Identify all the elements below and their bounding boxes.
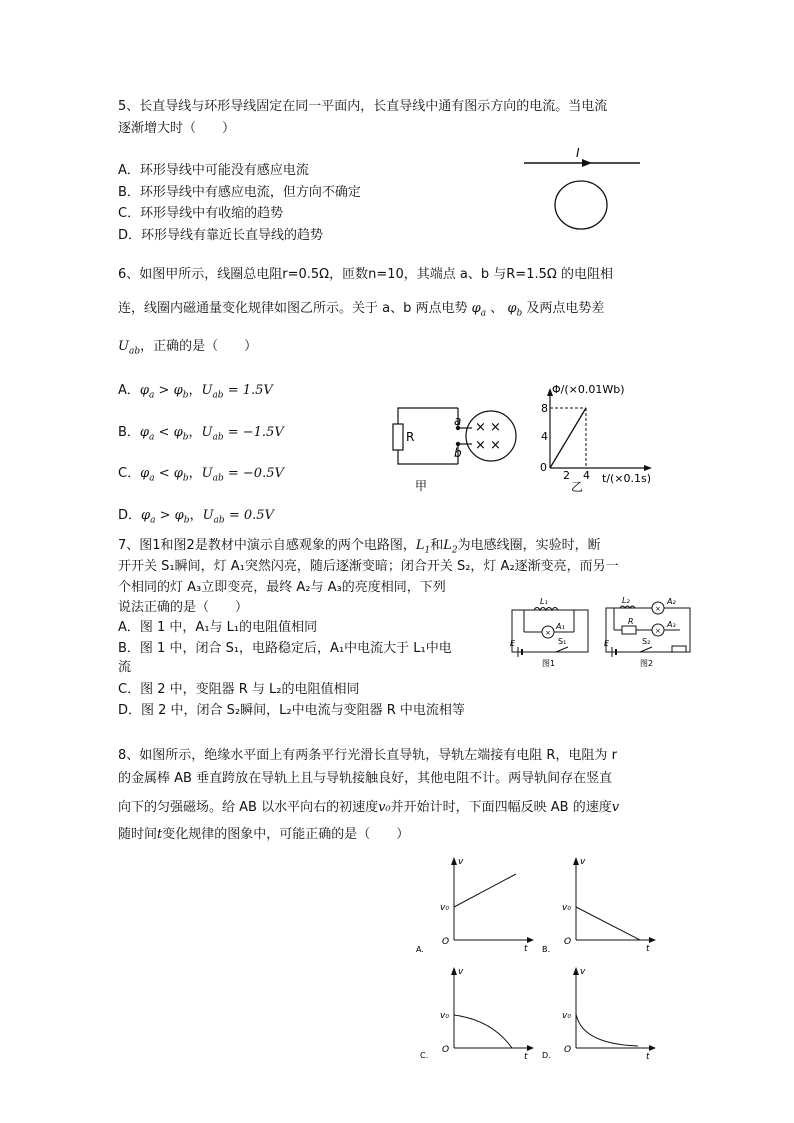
y-arrow-icon bbox=[451, 857, 457, 865]
svg-text:L₂: L₂ bbox=[622, 596, 630, 605]
curve-linear-decrease bbox=[576, 907, 640, 940]
yi-ytick-4: 4 bbox=[541, 430, 548, 443]
fig-yi-caption: 乙 bbox=[571, 480, 584, 494]
q6-option-a[interactable]: A．$\varphi_a > \varphi_b$，$U_{ab} = 1.5V$ bbox=[118, 383, 273, 401]
q6-stem-line2-tail: 及两点电势差 bbox=[526, 301, 605, 316]
svg-text:A₃: A₃ bbox=[667, 620, 676, 629]
svg-text:S₁: S₁ bbox=[558, 637, 567, 646]
svg-text:O: O bbox=[564, 937, 572, 947]
yi-xtick-4: 4 bbox=[583, 469, 590, 482]
q7-option-d[interactable]: D．图 2 中，闭合 S₂瞬间，L₂中电流与变阻器 R 中电流相等 bbox=[118, 703, 465, 718]
x-arrow-icon bbox=[644, 465, 652, 471]
svg-text:×: × bbox=[655, 627, 661, 635]
q8-stem-line4: 随时间t变化规律的图象中，可能正确的是（ ） bbox=[118, 827, 410, 842]
phi-a-symbol: $\varphi_a$ bbox=[471, 301, 487, 319]
q7-stem-line4: 说法正确的是（ ） bbox=[118, 600, 249, 615]
y-arrow-icon bbox=[573, 857, 579, 865]
flux-line bbox=[550, 408, 586, 468]
q6-figure-jia bbox=[388, 398, 518, 498]
q6-option-c[interactable]: C．$\varphi_a < \varphi_b$，$U_{ab} = -0.5V$ bbox=[118, 466, 284, 484]
svg-text:E: E bbox=[510, 639, 516, 648]
q6-figure-yi bbox=[534, 382, 664, 494]
svg-text:v: v bbox=[580, 967, 586, 977]
q7-figure-circuits bbox=[504, 596, 696, 668]
field-mark-row2: × × bbox=[475, 438, 501, 453]
svg-text:v: v bbox=[580, 857, 586, 867]
svg-text:v₀: v₀ bbox=[440, 1011, 449, 1021]
coil bbox=[466, 411, 516, 461]
current-label: I bbox=[576, 146, 580, 160]
x-arrow-icon bbox=[649, 1045, 656, 1051]
q8-stem-line3: 向下的匀强磁场。给 AB 以水平向右的初速度v₀并开始计时，下面四幅反映 AB 的速度v bbox=[118, 800, 620, 815]
svg-text:O: O bbox=[442, 1045, 450, 1055]
svg-text:×: × bbox=[655, 605, 661, 613]
curve-increasing bbox=[454, 874, 516, 907]
svg-text:O: O bbox=[442, 937, 450, 947]
svg-text:图1: 图1 bbox=[542, 659, 556, 668]
svg-text:t: t bbox=[646, 1052, 650, 1062]
fig-jia-caption: 甲 bbox=[415, 479, 428, 493]
svg-text:A₂: A₂ bbox=[667, 597, 676, 606]
switch-s1 bbox=[556, 647, 568, 652]
q7-option-c[interactable]: C．图 2 中，变阻器 R 与 L₂的电阻值相同 bbox=[118, 682, 360, 697]
q7-stem-line1: 7、图1和图2是教材中演示自感观象的两个电路图，$L_1$和$L_2$为电感线圈，实验时，断 bbox=[118, 538, 601, 556]
q6-stem-line2 bbox=[118, 300, 604, 323]
q5-option-d[interactable]: D．环形导线有靠近长直导线的趋势 bbox=[118, 228, 324, 243]
q8-graph-c bbox=[412, 962, 537, 1067]
q6-stem-line3-text: ，正确的是（ ） bbox=[140, 339, 258, 354]
current-arrow-icon bbox=[582, 159, 592, 167]
resistor bbox=[393, 424, 403, 450]
curve-concave-decrease bbox=[454, 1015, 512, 1048]
q8-graph-a bbox=[412, 852, 537, 957]
x-arrow-icon bbox=[649, 937, 656, 943]
svg-text:D.: D. bbox=[542, 1051, 551, 1060]
y-arrow-icon bbox=[573, 967, 579, 975]
svg-text:A.: A. bbox=[416, 945, 424, 954]
curve-exponential-decay bbox=[576, 1014, 638, 1046]
q6-option-b[interactable]: B．$\varphi_a < \varphi_b$，$U_{ab} = -1.5V$ bbox=[118, 425, 284, 443]
x-arrow-icon bbox=[527, 937, 534, 943]
svg-text:R: R bbox=[628, 617, 634, 626]
resistor-label: R bbox=[406, 430, 415, 444]
svg-text:L₁: L₁ bbox=[540, 597, 548, 606]
svg-text:v₀: v₀ bbox=[562, 903, 571, 913]
yi-xtick-2: 2 bbox=[563, 469, 570, 482]
q7-option-b-cont[interactable]: 流 bbox=[118, 660, 132, 675]
field-mark-row1: × × bbox=[475, 420, 501, 435]
q5-stem-line1: 5、长直导线与环形导线固定在同一平面内，长直导线中通有图示方向的电流。当电流 bbox=[118, 99, 608, 114]
svg-text:B.: B. bbox=[542, 945, 551, 954]
circuit-fig1 bbox=[510, 597, 588, 668]
svg-text:O: O bbox=[564, 1045, 572, 1055]
u-ab-symbol: $U_{ab}$ bbox=[118, 339, 141, 357]
q7-stem-line2: 开开关 S₁瞬间，灯 A₁突然闪亮，随后逐渐变暗；闭合开关 S₂，灯 A₂逐渐变亮，而另一 bbox=[118, 559, 619, 574]
q5-option-a[interactable]: A．环形导线中可能没有感应电流 bbox=[118, 163, 309, 178]
svg-text:图2: 图2 bbox=[640, 659, 654, 668]
terminal-b: b bbox=[454, 446, 462, 460]
svg-text:v₀: v₀ bbox=[440, 903, 449, 913]
svg-text:A₁: A₁ bbox=[556, 622, 565, 631]
terminal-a: a bbox=[454, 414, 462, 428]
q8-graph-d bbox=[538, 962, 663, 1067]
svg-text:×: × bbox=[545, 629, 551, 637]
rheostat-r bbox=[622, 626, 636, 634]
yi-xlabel: t/(×0.1s) bbox=[602, 472, 652, 485]
q8-stem-line1: 8、如图所示，绝缘水平面上有两条平行光滑长直导轨，导轨左端接有电阻 R，电阻为 r bbox=[118, 748, 617, 763]
q5-stem-line2: 逐渐增大时（ ） bbox=[118, 121, 236, 136]
yi-ytick-8: 8 bbox=[541, 402, 548, 415]
svg-text:v: v bbox=[458, 967, 464, 977]
svg-text:v: v bbox=[458, 857, 464, 867]
q7-option-b[interactable]: B．图 1 中，闭合 S₁，电路稳定后，A₁中电流大于 L₁中电 bbox=[118, 641, 452, 656]
q5-option-c[interactable]: C．环形导线中有收缩的趋势 bbox=[118, 206, 284, 221]
yi-ytick-0: 0 bbox=[540, 461, 547, 474]
x-arrow-icon bbox=[527, 1045, 534, 1051]
q6-stem-sep: 、 bbox=[490, 301, 504, 316]
q5-option-b[interactable]: B．环形导线中有感应电流，但方向不确定 bbox=[118, 185, 361, 200]
svg-text:C.: C. bbox=[420, 1051, 429, 1060]
q7-option-a[interactable]: A．图 1 中，A₁与 L₁的电阻值相同 bbox=[118, 620, 318, 635]
svg-text:t: t bbox=[524, 944, 528, 954]
q6-stem-line3 bbox=[118, 338, 257, 361]
phi-b-symbol: $\varphi_b$ bbox=[507, 301, 523, 319]
q6-stem-line2-text: 连，线圈内磁通量变化规律如图乙所示。关于 a、b 两点电势 bbox=[118, 301, 468, 316]
q6-option-d[interactable]: D．$\varphi_a > \varphi_b$，$U_{ab} = 0.5V$ bbox=[118, 508, 274, 526]
y-arrow-icon bbox=[451, 967, 457, 975]
q5-figure-wire-ring bbox=[510, 145, 650, 235]
svg-text:t: t bbox=[524, 1052, 528, 1062]
q8-stem-line2: 的金属棒 AB 垂直跨放在导轨上且与导轨接触良好，其他电阻不计。两导轨间存在竖直 bbox=[118, 771, 613, 786]
ring-wire bbox=[555, 181, 607, 229]
svg-text:E: E bbox=[604, 639, 610, 648]
yi-ylabel: Φ/(×0.01Wb) bbox=[552, 383, 625, 396]
circuit-fig2 bbox=[604, 596, 690, 668]
q6-stem-line1: 6、如图甲所示，线圈总电阻r=0.5Ω，匝数n=10，其端点 a、b 与R=1.5Ω 的电阻相 bbox=[118, 267, 613, 282]
svg-text:S₂: S₂ bbox=[642, 637, 651, 646]
q7-stem-line3: 个相同的灯 A₃立即变亮，最终 A₂与 A₃的亮度相同，下列 bbox=[118, 580, 446, 595]
q8-graph-b bbox=[538, 852, 663, 957]
switch-s2 bbox=[640, 647, 652, 652]
svg-text:t: t bbox=[646, 944, 650, 954]
svg-text:v₀: v₀ bbox=[562, 1011, 571, 1021]
